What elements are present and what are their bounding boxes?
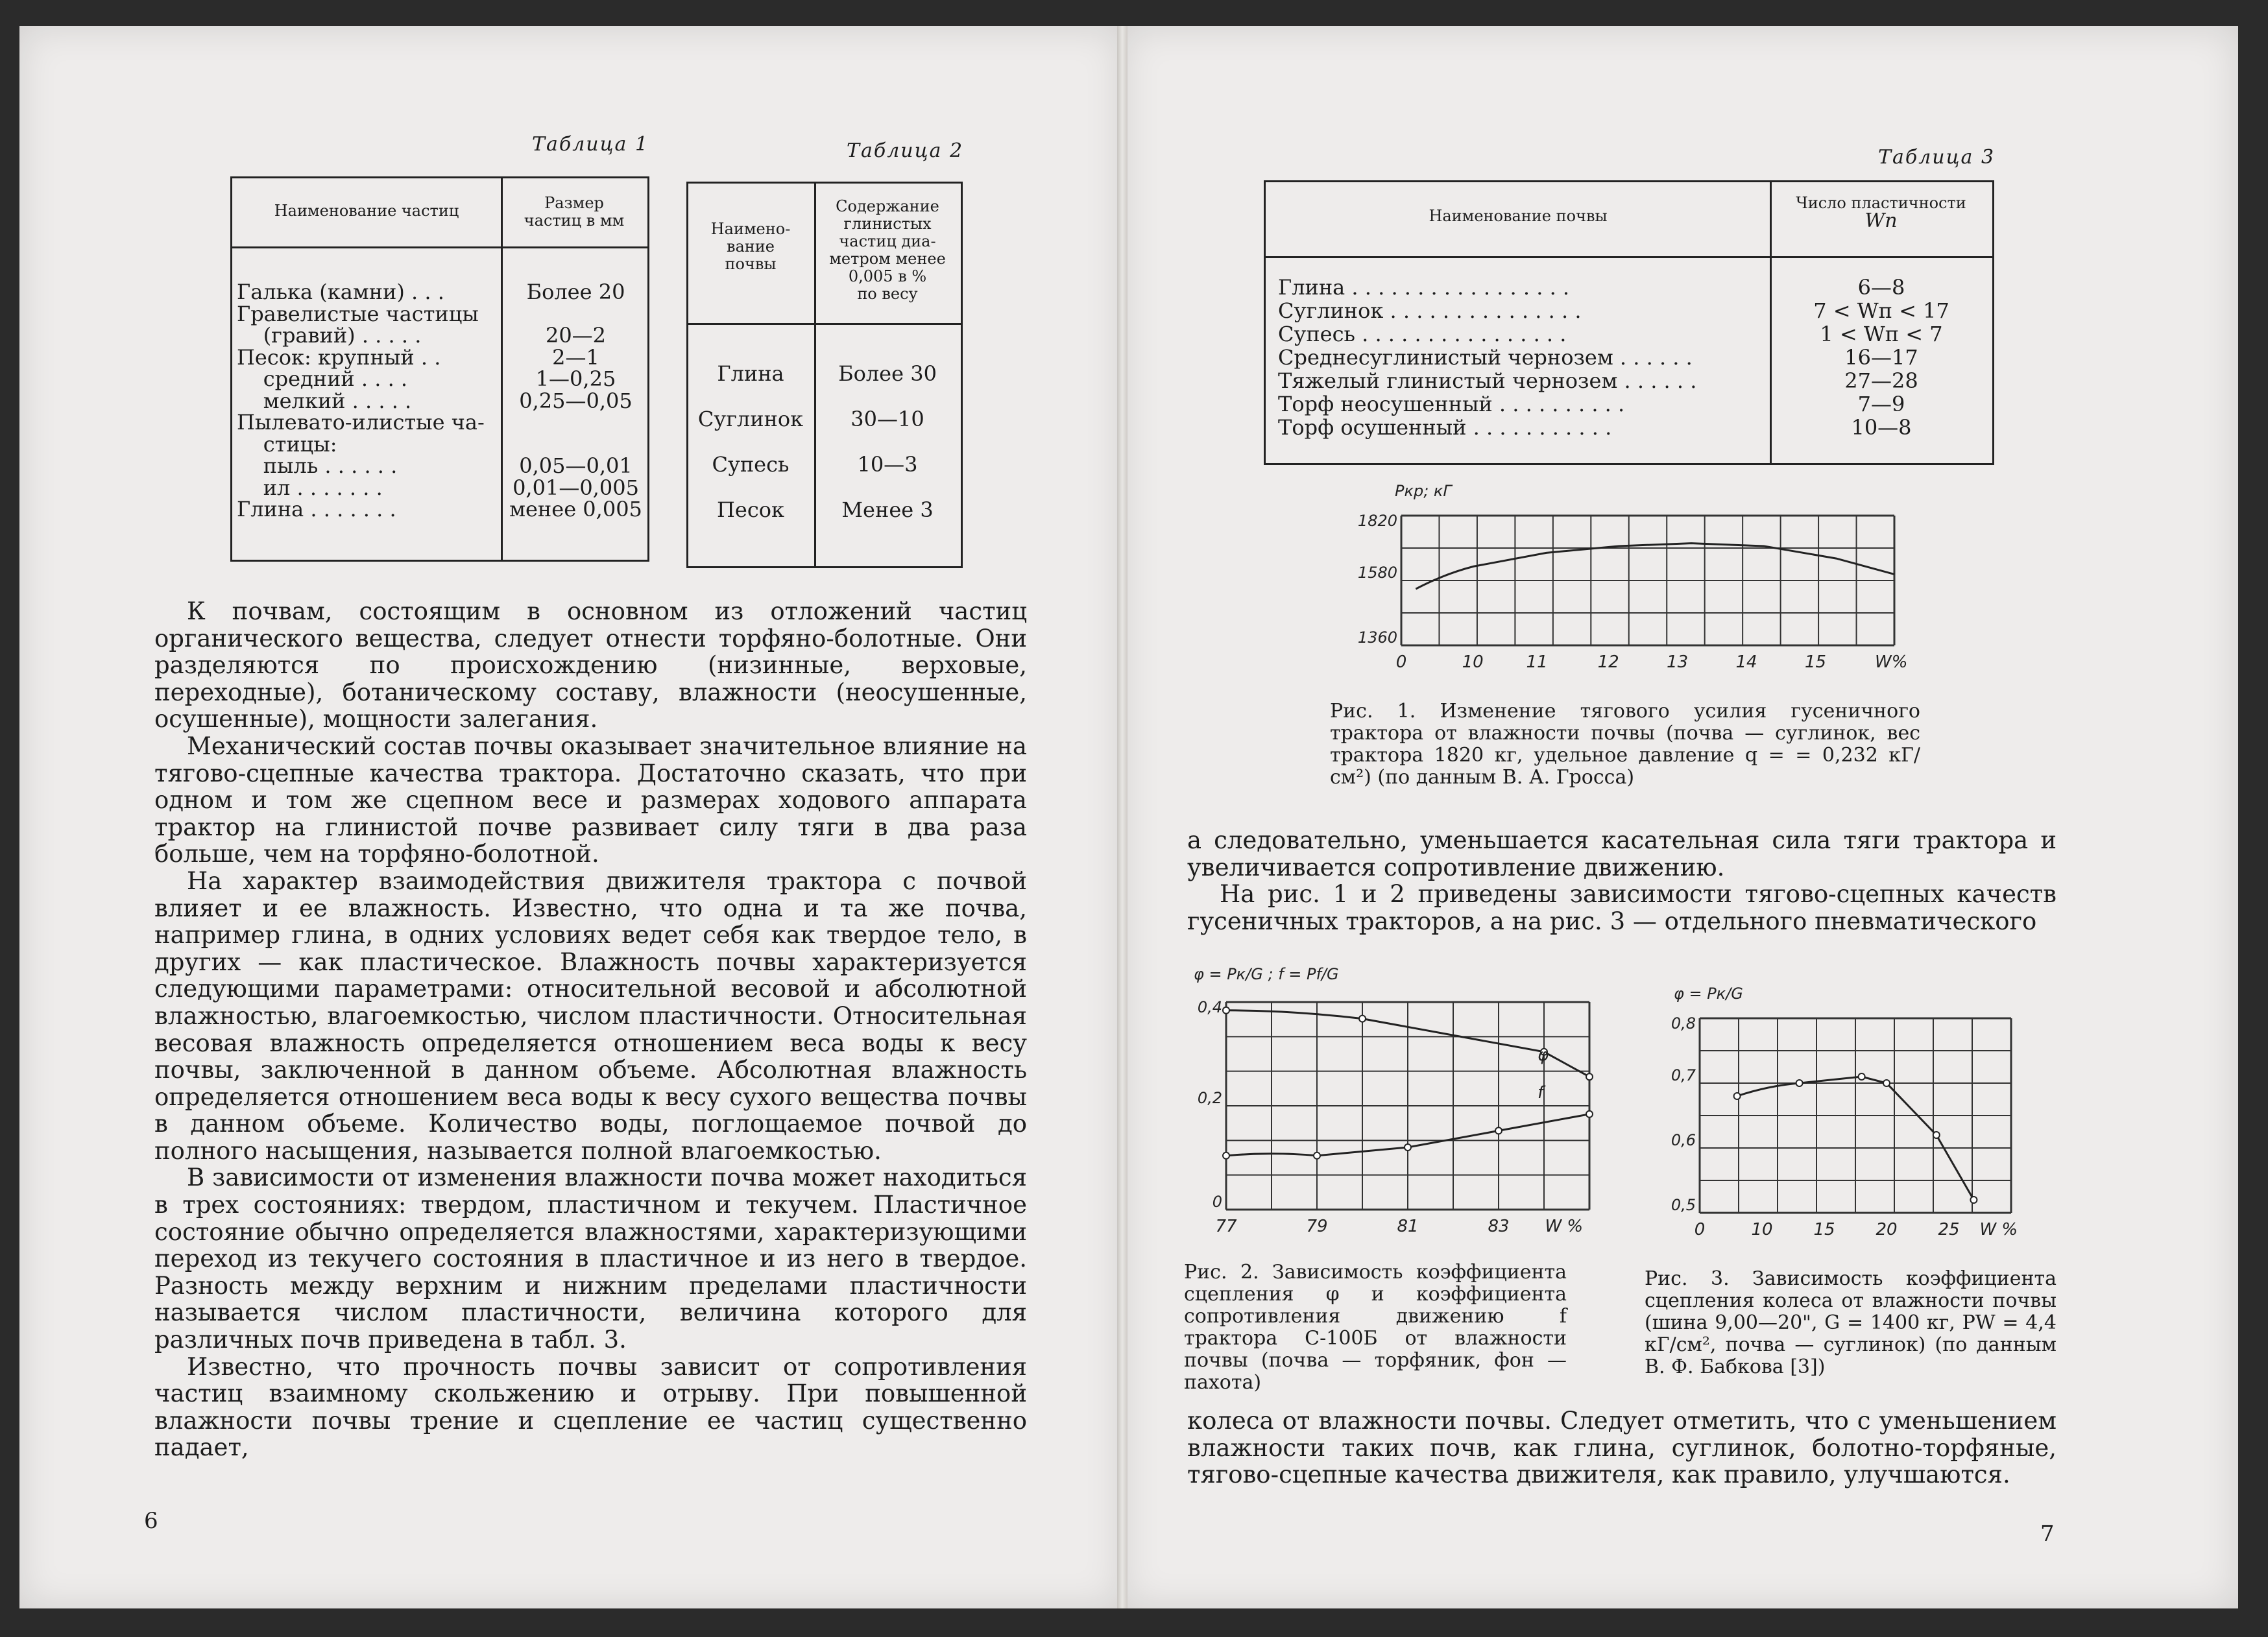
table2-header-line: 0,005 в %: [848, 267, 927, 285]
table3-cell-soil: Торф неосушенный . . . . . . . . . .: [1278, 392, 1625, 416]
data-point: [1933, 1132, 1940, 1138]
x-tick-label: 0: [1395, 652, 1407, 672]
table3-header-name: Наименование почвы: [1429, 207, 1608, 225]
x-tick-label: 77: [1215, 1217, 1237, 1236]
table1-cell-name: ил . . . . . . .: [237, 475, 383, 500]
right-body-text-bottom: [1187, 1407, 2057, 1488]
y-tick-label: 1360: [1357, 628, 1397, 647]
table3-cell-plasticity: 6—8: [1857, 275, 1905, 300]
x-tick-label: 12: [1597, 652, 1619, 672]
x-tick-label: 11: [1526, 652, 1548, 672]
y-tick-label: 0,6: [1671, 1131, 1696, 1149]
table1-cell-size: 20—2: [545, 323, 607, 348]
table1-cell-name: Гравелистые частицы: [237, 301, 479, 326]
table3-cell-soil: Суглинок . . . . . . . . . . . . . . .: [1278, 299, 1582, 322]
table2-cell-soil: Песок: [716, 497, 785, 522]
y-axis-label: φ = Pк/G ; f = Pf/G: [1194, 965, 1339, 983]
data-point: [1859, 1073, 1865, 1080]
data-point: [1883, 1080, 1890, 1086]
figure-1-caption: Рис. 1. Изменение тягового усилия гусеничного трактора от влажности почвы (почва — суглинок, вес трактора 1820 кг, удельное давление q = = 0,232 кГ/см²) (по данным В. А. Гросса): [1330, 700, 1920, 789]
table1-header-size: Размер частиц в мм: [524, 194, 625, 230]
x-tick-label: 0: [1694, 1220, 1706, 1239]
paragraph: колеса от влажности почвы. Следует отметить, что с уменьшением влажности таких почв, как глина, суглинок, болотно-торфяные, тягово-сцепные качества движителя, как правило, улучшаются.: [1187, 1407, 2057, 1489]
y-tick-label: 0,5: [1671, 1196, 1696, 1214]
data-point: [1223, 1007, 1229, 1014]
data-point: [1796, 1080, 1803, 1086]
x-tick-label: 14: [1735, 652, 1757, 672]
y-tick-label: 0,7: [1671, 1066, 1696, 1084]
data-point: [1359, 1016, 1366, 1022]
paragraph: К почвам, состоящим в основном из отложений частиц органического вещества, следует отнести торфяно-болотные. Они разделяются по происхождению (низинные, верховые, переходные), ботаническому составу, влажности (неосушенные, осушенные), мощности залегания.: [154, 597, 1027, 734]
table2-caption: Таблица 2: [847, 139, 964, 162]
paragraph: а следовательно, уменьшается касательная сила тяги трактора и увеличивается сопротивление движению.: [1187, 826, 2057, 881]
table2-cell-soil: Глина: [717, 361, 784, 386]
y-tick-label: 0: [1212, 1193, 1222, 1211]
data-point: [1586, 1073, 1593, 1080]
table2-header-line: частиц диа-: [839, 232, 936, 250]
table2-header-line: вание: [726, 237, 775, 256]
table2-cell-soil: Супесь: [712, 452, 790, 477]
table1-cell-size: менее 0,005: [509, 497, 642, 521]
table1-cell-size: 1—0,25: [535, 366, 616, 391]
table2-header-line: почвы: [725, 255, 777, 273]
table1-cell-size: 2—1: [552, 344, 599, 370]
data-point: [1223, 1153, 1229, 1159]
x-tick-label: 25: [1938, 1220, 1960, 1239]
table1-cell-name: Пылевато-илистые ча-: [237, 410, 485, 435]
table2-header-content: [816, 198, 959, 303]
table2-cell-content: 30—10: [850, 407, 924, 431]
left-body-text: [154, 598, 1027, 1461]
x-tick-label: 10: [1751, 1220, 1773, 1239]
table2-header-line: по весу: [857, 285, 918, 303]
table2-header-line: Наимено-: [710, 220, 791, 238]
table1-cell-size: Более 20: [526, 280, 625, 304]
table1-caption: Таблица 1: [532, 133, 649, 156]
series-label-φ: φ: [1538, 1046, 1549, 1066]
table3-caption: Таблица 3: [1878, 146, 1996, 169]
table3-cell-soil: Глина . . . . . . . . . . . . . . . . .: [1278, 276, 1570, 299]
data-point: [1314, 1153, 1320, 1159]
x-tick-label: 10: [1462, 652, 1484, 672]
x-tick-label: 79: [1306, 1217, 1328, 1236]
data-point: [1734, 1093, 1741, 1099]
y-tick-label: 1820: [1357, 512, 1397, 530]
table1-cell-name: Песок: крупный . .: [237, 344, 441, 370]
x-axis-label: W%: [1875, 652, 1907, 672]
table2-header-line: Содержание: [836, 197, 939, 215]
paragraph: Известно, что прочность почвы зависит от сопротивления частиц взаимному скольжению и отрыву. При повышенной влажности почвы трение и сцепление ее частиц существенно падает,: [154, 1352, 1027, 1462]
y-axis-label: φ = Pк/G: [1674, 985, 1743, 1003]
table3-cell-soil: Среднесуглинистый чернозем . . . . . .: [1278, 346, 1693, 369]
x-tick-label: 83: [1488, 1217, 1510, 1236]
table1-cell-name: Глина . . . . . . .: [237, 497, 396, 521]
y-tick-label: 1580: [1357, 564, 1397, 582]
paragraph: На рис. 1 и 2 приведены зависимости тягово-сцепных качеств гусеничных тракторов, а на рис. 3 — отдельного пневматического: [1187, 880, 2057, 935]
table3-cell-plasticity: 27—28: [1844, 368, 1918, 393]
table1-cell-size: 0,01—0,005: [513, 475, 639, 500]
table1-cell-name: мелкий . . . . .: [237, 388, 412, 413]
y-tick-label: 0,2: [1197, 1089, 1222, 1107]
table3-header-plasticity: Число пластичности Wп: [1796, 194, 1966, 232]
page-number-right: 7: [2040, 1521, 2055, 1547]
table1-cell-name: пыль . . . . . .: [237, 453, 398, 478]
table3-cell-plasticity: 16—17: [1844, 345, 1918, 370]
paragraph: В зависимости от изменения влажности почва может находиться в трех состояниях: твердом, пластичном и текучем. Пластичное состояние обычно определяется влажностями, характеризующими переход из текучего состояния в пластичное и из него в твердое. Разность между верхним и нижним пределами пластичности называется числом пластичности, величина которого для различных почв приведена в табл. 3.: [154, 1164, 1027, 1354]
data-point: [1495, 1127, 1502, 1134]
figure-2-caption: Рис. 2. Зависимость коэффициента сцепления φ и коэффициента сопротивления движению f трактора С-100Б от влажности почвы (почва — торфяник, фон — пахота): [1184, 1261, 1567, 1394]
series-line-Pкр: [1416, 544, 1894, 589]
figure-3-caption: Рис. 3. Зависимость коэффициента сцепления колеса от влажности почвы (шина 9,00—20", G = 1400 кг, PW = 4,4 кГ/см², почва — суглинок) (по данным В. Ф. Бабкова [3]): [1645, 1267, 2057, 1378]
book-spine: [1117, 26, 1128, 1608]
table1-cell-name: (гравий) . . . . .: [237, 323, 422, 348]
series-label-f: f: [1538, 1082, 1544, 1103]
x-tick-label: 13: [1667, 652, 1689, 672]
page-number-left: 6: [144, 1508, 158, 1534]
table1-cell-size: 0,05—0,01: [519, 453, 633, 478]
paragraph: На характер взаимодействия движителя трактора с почвой влияет и ее влажность. Известно, что одна и та же почва, например глина, в одних условиях ведет себя как твердое тело, в других — как пластическое. Влажность почвы характеризуется следующими параметрами: относительной весовой и абсолютной влажностью, влагоемкостью, числом пластичности. Относительная весовая влажность определяется отношением веса воды к весу почвы, заключенной в данном объеме. Абсолютная влажность определяется отношением веса воды к весу сухого вещества почвы в данном объеме. Количество воды, поглощаемое почвой до полного насыщения, называется полной влагоемкостью.: [154, 866, 1027, 1165]
table3-cell-soil: Тяжелый глинистый чернозем . . . . . .: [1278, 369, 1697, 392]
x-tick-label: W %: [1979, 1220, 2018, 1239]
table3-cell-plasticity: 10—8: [1851, 415, 1912, 440]
table3-cell-soil: Супесь . . . . . . . . . . . . . . . .: [1278, 322, 1567, 346]
table3-cell-soil: Торф осушенный . . . . . . . . . . .: [1278, 416, 1612, 439]
y-tick-label: 0,8: [1671, 1014, 1696, 1033]
data-point: [1970, 1197, 1977, 1203]
table2-cell-content: 10—3: [857, 452, 918, 477]
table2-cell-content: Более 30: [838, 361, 937, 386]
table3-cell-plasticity: 1 < Wп < 7: [1820, 322, 1943, 346]
x-tick-label: 15: [1804, 652, 1826, 672]
x-tick-label: 81: [1397, 1217, 1419, 1236]
table3-cell-plasticity: 7 < Wп < 17: [1813, 298, 1949, 323]
figure-3-chart: [1648, 973, 2037, 1245]
table3-cell-plasticity: 7—9: [1857, 392, 1905, 416]
table2-cell-soil: Суглинок: [697, 407, 804, 431]
table2-cell-content: Менее 3: [841, 497, 934, 522]
table2-header-name: [689, 221, 812, 273]
data-point: [1586, 1111, 1593, 1117]
table2-header-line: метром менее: [829, 250, 946, 268]
x-tick-label: W %: [1545, 1217, 1584, 1236]
figure-2-chart: [1181, 953, 1602, 1258]
table1-cell-name: средний . . . .: [237, 366, 408, 391]
table1-cell-size: 0,25—0,05: [519, 388, 633, 413]
table1-header-name: Наименование частиц: [274, 202, 459, 220]
table2-header-line: глинистых: [843, 215, 932, 233]
y-tick-label: 0,4: [1197, 998, 1222, 1016]
figure-1-chart: [1336, 477, 1907, 684]
y-axis-label: Pкр; кГ: [1395, 482, 1452, 500]
data-point: [1405, 1144, 1411, 1151]
right-body-text-top: [1187, 827, 2057, 935]
x-tick-label: 15: [1813, 1220, 1835, 1239]
x-tick-label: 20: [1876, 1220, 1898, 1239]
table1-cell-name: Галька (камни) . . .: [237, 280, 444, 304]
paragraph: Механический состав почвы оказывает значительное влияние на тягово-сцепные качества трактора. Достаточно сказать, что при одном и том же сцепном весе и размерах ходового аппарата трактор на глинистой почве развивает силу тяги в два раза больше, чем на торфяно-болотной.: [154, 732, 1027, 868]
table1-cell-name: стицы:: [237, 431, 337, 457]
